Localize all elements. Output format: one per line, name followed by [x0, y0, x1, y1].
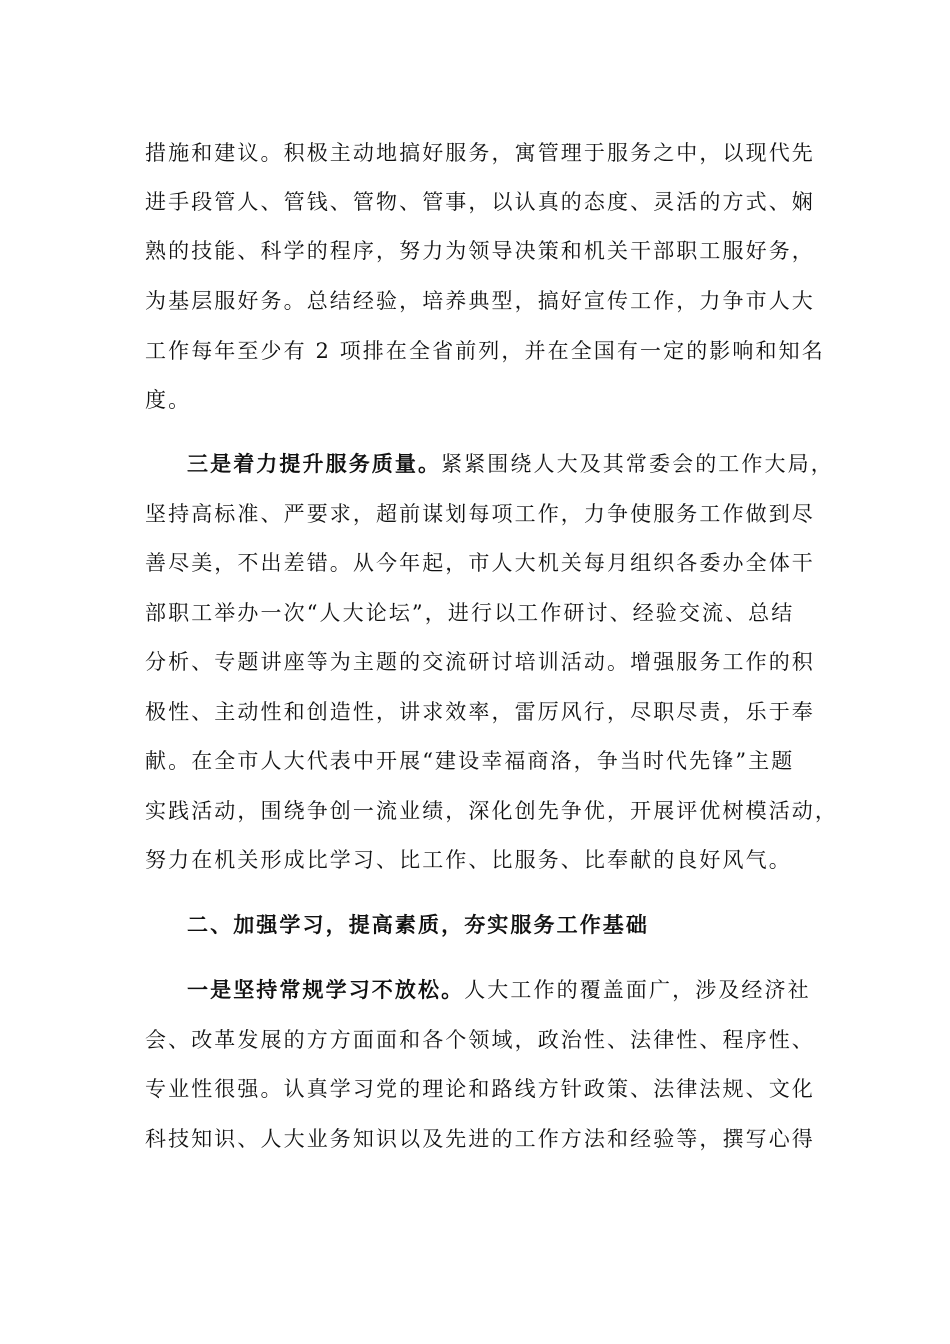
body-line: 熟的技能、科学的程序，努力为领导决策和机关干部职工服好务， — [145, 239, 815, 263]
paragraph-text: 人大工作的覆盖面广，涉及经济社 — [464, 978, 811, 1002]
paragraph-first-line — [187, 975, 811, 1005]
body-line: 措施和建议。积极主动地搞好服务，寓管理于服务之中，以现代先 — [145, 141, 815, 165]
body-line: 会、改革发展的方方面面和各个领域，政治性、法律性、程序性、 — [145, 1028, 815, 1052]
body-line: 科技知识、人大业务知识以及先进的工作方法和经验等，撰写心得 — [145, 1127, 815, 1151]
paragraph-lead-heading: 一是坚持常规学习不放松。 — [187, 977, 465, 1002]
body-line: 极性、主动性和创造性，讲求效率，雷厉风行，尽职尽责，乐于奉 — [145, 700, 815, 724]
body-line: 献。在全市人大代表中开展“建设幸福商洛，争当时代先锋”主题 — [145, 749, 795, 773]
body-line: 努力在机关形成比学习、比工作、比服务、比奉献的良好风气。 — [145, 848, 792, 872]
body-line: 工作每年至少有 2 项排在全省前列，并在全国有一定的影响和知名 — [145, 339, 825, 363]
body-line: 进手段管人、管钱、管物、管事，以认真的态度、灵活的方式、娴 — [145, 190, 815, 214]
body-line: 分析、专题讲座等为主题的交流研讨培训活动。增强服务工作的积 — [145, 650, 815, 674]
body-line: 专业性很强。认真学习党的理论和路线方针政策、法律法规、文化 — [145, 1077, 815, 1101]
body-line: 为基层服好务。总结经验，培养典型，搞好宣传工作，力争市人大 — [145, 289, 815, 313]
section-heading: 二、加强学习，提高素质，夯实服务工作基础 — [187, 912, 649, 937]
body-line: 度。 — [145, 388, 192, 412]
paragraph-first-line — [187, 449, 834, 479]
body-line: 部职工举办一次“人大论坛”，进行以工作研讨、经验交流、总结 — [145, 601, 795, 625]
paragraph-lead-heading: 三是着力提升服务质量。 — [187, 451, 442, 476]
body-line: 实践活动，围绕争创一流业绩，深化创先争优，开展评优树模活动， — [145, 799, 838, 823]
body-line: 坚持高标准、严要求，超前谋划每项工作，力争使服务工作做到尽 — [145, 502, 815, 526]
paragraph-text: 紧紧围绕人大及其常委会的工作大局， — [441, 452, 834, 476]
body-line: 善尽美，不出差错。从今年起，市人大机关每月组织各委办全体干 — [145, 551, 815, 575]
